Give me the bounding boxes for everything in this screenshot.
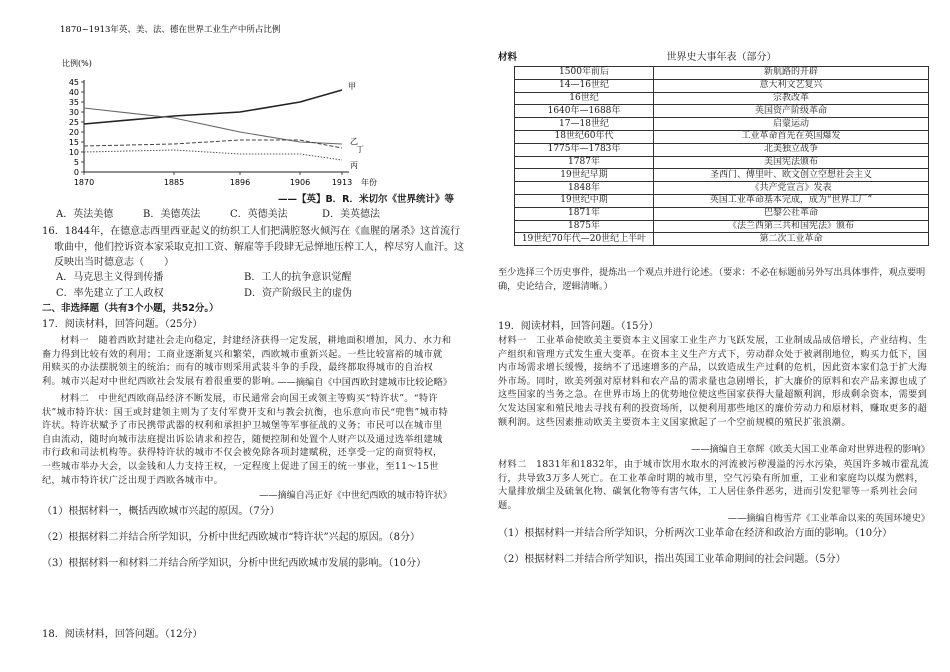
y-tick-label: 25 [68,118,79,127]
timeline-event: 第二次工业革命 [654,233,929,246]
timeline-title: 世界史大事年表（部分） [666,52,777,63]
timeline-date: 19世纪70年代—20世纪上半叶 [515,233,654,246]
q16-option-d[interactable]: D．资产阶级民主的虚伪 [244,287,353,299]
y-tick-label: 20 [68,128,79,137]
q17-material-1-source: ——摘编自《中国西欧封建城市比较论略》 [277,377,452,388]
series-label: 丙 [350,161,358,170]
timeline-row [515,220,929,233]
y-tick-label: 45 [68,78,79,87]
q18-title: 18．阅读材料，回答问题。（12分） [42,629,203,640]
timeline-table [514,66,929,246]
timeline-row [515,79,929,92]
q19-material-2: 材料二 1831年和1832年，由于城市饮用水取水的河流被污秽漫溢的污水污染，英国许多城市霍乱流行，共导致3万多人死亡。在工业革命时期的城市里，空气污染有所加重，工业和家庭均以煤为燃料，大量排放烟尘及硫氧化物、碳氧化物等有害气体，工人居住条件恶劣，进而引发犯罪等一系列社会问题。 [498,459,930,511]
q15-option-b[interactable]: B．美德英法 [143,209,201,220]
series-label: 甲 [348,82,356,91]
timeline-event: 宗教改革 [654,92,929,105]
timeline-event: 启蒙运动 [654,118,929,131]
timeline-date: 17—18世纪 [515,118,654,131]
timeline-row [515,105,929,118]
q17-material-1: 材料一 随着西欧封建社会走向稳定，封建经济获得一定发展，耕地面积增加，风力、水力和畜力得到比较有效的利用；工商业逐渐复兴和繁荣，西欧城市重新兴起。一些比较富裕的城市就用赎买的办法摆脱领主的统治；而有的城市则采用武装斗争的手段，最终都取得城市的自治权利。城市兴起对中世纪西欧社会发展有着很重要的影响。 [42,335,452,387]
timeline-date: 19世纪中期 [515,194,654,207]
timeline-event: 意大利文艺复兴 [654,79,929,92]
q19-subquestion-1: （1）根据材料一并结合所学知识，分析两次工业革命在经济和政治方面的影响。（10分） [498,528,893,539]
section-2-heading: 二、非选择题（共有3个小题，共52分。） [42,303,219,314]
timeline-date: 1500年前后 [515,67,654,80]
timeline-date: 19世纪早期 [515,169,654,182]
timeline-event: 工业革命首先在英国爆发 [654,130,929,143]
y-tick-label: 10 [68,148,79,157]
timeline-date: 1848年 [515,182,654,195]
series-line-3 [84,150,342,160]
industrial-share-chart [54,22,474,197]
timeline-event: 北美独立战争 [654,143,929,156]
series-line-1 [84,90,342,124]
timeline-row [515,92,929,105]
material-label: 材料 [498,52,518,63]
y-tick-label: 35 [68,98,79,107]
y-tick-label: 30 [68,108,79,117]
chart-source: ——【英】B．R．米切尔《世界统计》等 [277,194,454,205]
timeline-row [515,130,929,143]
q16-stem: 16．1844年，在德意志西里西亚起义的纺织工人们把满腔怒火倾泻在《血腥的屠杀》这首流行歌曲中，他们控诉资本家采取克扣工资、解雇等手段肆无忌惮地压榨工人，榨尽穷人血汗。这反映出当时德意志（ ） [42,226,464,268]
timeline-row [515,233,929,246]
timeline-event: 《共产党宣言》发表 [654,182,929,195]
q15-options [56,208,456,222]
timeline-row [515,156,929,169]
y-tick-label: 0 [73,168,79,177]
q17-material-2: 材料二 中世纪西欧商品经济不断发展，市民通常会向国王或领主等购买“特许状”。“特许状”城市特许状：国王或封建领主则为了支付军费开支和与教会抗衡，也乐意向市民“兜售”城市特许状。特许状赋予了市民携带武器的权利和承担护卫城堡等军事征战的义务；市民可以在城市里自由流动，随时向城市法庭提出诉讼请求和控告，随便控制和处置个人财产以及通过选举组建城市行政和司法机构等。获得特许状的城市不仅会被免除各项封建赋税，还享受一定的商贸特权，一些城市举办大会，以金钱和人力支持王权，一定程度上促进了国王的统一事业，至11～15世纪，城市特许状广泛出现于西欧各城市中。 [42,393,449,486]
y-tick-label: 40 [68,88,79,97]
x-axis-label: 年份 [361,178,377,187]
timeline-event: 巴黎公社革命 [654,207,929,220]
series-line-4 [84,140,342,148]
x-tick-label: 1870 [73,178,95,187]
y-tick-label: 5 [73,158,79,167]
timeline-event: 英国资产阶级革命 [654,105,929,118]
timeline-date: 1871年 [515,207,654,220]
q17-material-2-source: ——摘编自冯正好《中世纪西欧的城市特许状》 [259,490,452,501]
timeline-event: 新航路的开辟 [654,67,929,80]
q15-option-c[interactable]: C．英德美法 [230,209,288,220]
q17-subquestion-3: （3）根据材料一和材料二并结合所学知识，分析中世纪西欧城市发展的影响。（10分） [42,558,427,569]
q18-requirement: 至少选择三个历史事件，提炼出一个观点并进行论述。（要求：不必在标题前另外写出具体事件，观点要明确，史论结合，逻辑清晰。） [498,267,926,292]
x-tick-label: 1913 [331,178,353,187]
q19-material-2-source: ——摘编自梅雪芹《工业革命以来的英国环境史》 [727,513,930,524]
q19-subquestion-2: （2）根据材料二并结合所学知识，指出英国工业革命期间的社会问题。（5分） [498,554,846,565]
timeline-date: 16世纪 [515,92,654,105]
x-tick-label: 1896 [229,178,251,187]
timeline-row [515,182,929,195]
timeline-row [515,118,929,131]
timeline-event: 美国宪法颁布 [654,156,929,169]
q17-subquestion-2: （2）根据材料二并结合所学知识，分析中世纪西欧城市“特许状”兴起的原因。（8分） [42,532,420,543]
timeline-row [515,143,929,156]
timeline-date: 1875年 [515,220,654,233]
q17-subquestion-1: （1）根据材料一，概括西欧城市兴起的原因。（7分） [42,506,280,517]
q19-material-1-source: ——摘编自王章辉《欧美大国工业革命对世界进程的影响》 [691,444,930,455]
timeline-row [515,207,929,220]
x-tick-label: 1906 [289,178,311,187]
timeline-row [515,67,929,80]
y-axis-label: 比例(%) [62,59,92,68]
timeline-event: 《法兰西第三共和国宪法》颁布 [654,220,929,233]
timeline-row [515,194,929,207]
timeline-date: 1775年—1783年 [515,143,654,156]
q16-option-a[interactable]: A．马克思主义得到传播 [56,272,164,283]
timeline-date: 1787年 [515,156,654,169]
series-label: 丁 [356,145,364,154]
chart-title: 1870~1913年英、美、法、德在世界工业生产中所占比例 [60,25,281,35]
y-tick-label: 15 [68,138,79,147]
timeline-event: 英国工业革命基本完成，成为“世界工厂” [654,194,929,207]
x-tick-label: 1885 [163,178,185,187]
q16-option-b[interactable]: B．工人的抗争意识觉醒 [244,272,352,283]
q17-title: 17．阅读材料，回答问题。（25分） [42,319,203,330]
series-label: 乙 [350,137,358,146]
q19-material-1: 材料一 工业革命使欧美主要资本主义国家工业生产力飞跃发展，工业制成品成倍增长，产业结构、生产组织和管理方式发生重大变革。在资本主义生产方式下，劳动群众处于被剥削地位，购买力低下，国内市场需求增长缓慢，接纳不了迅速增多的产品，以致造成生产过剩的危机，因此资本家们急于扩大海外市场。同时，欧美列强对原材料和农产品的需求量也急剧增长，扩大廉价的原料和农产品来源也成了这些国家的当务之急。在世界市场上的优势地位使这些国家获得大量超额利润，形成剩余资本，需要到欠发达国家和殖民地去寻找有利的投资场所，以便利用那些地区的廉价劳动力和原材料，赚取更多的超额利润。这些因素推动欧美主要资本主义国家掀起了一个空前规模的殖民扩张浪潮。 [498,335,928,428]
timeline-date: 18世纪60年代 [515,130,654,143]
left-column [42,0,474,672]
q16-options [56,270,456,301]
timeline-date: 14—16世纪 [515,79,654,92]
q16-option-c[interactable]: C．率先建立了工人政权 [56,287,164,299]
q15-option-d[interactable]: D．美英德法 [322,209,381,220]
timeline-date: 1640年—1688年 [515,105,654,118]
timeline-event: 圣西门、傅里叶、欧文创立空想社会主义 [654,169,929,182]
q15-option-a[interactable]: A．英法美德 [56,209,114,220]
q19-title: 19．阅读材料，回答问题。（15分） [498,321,659,332]
timeline-row [515,169,929,182]
